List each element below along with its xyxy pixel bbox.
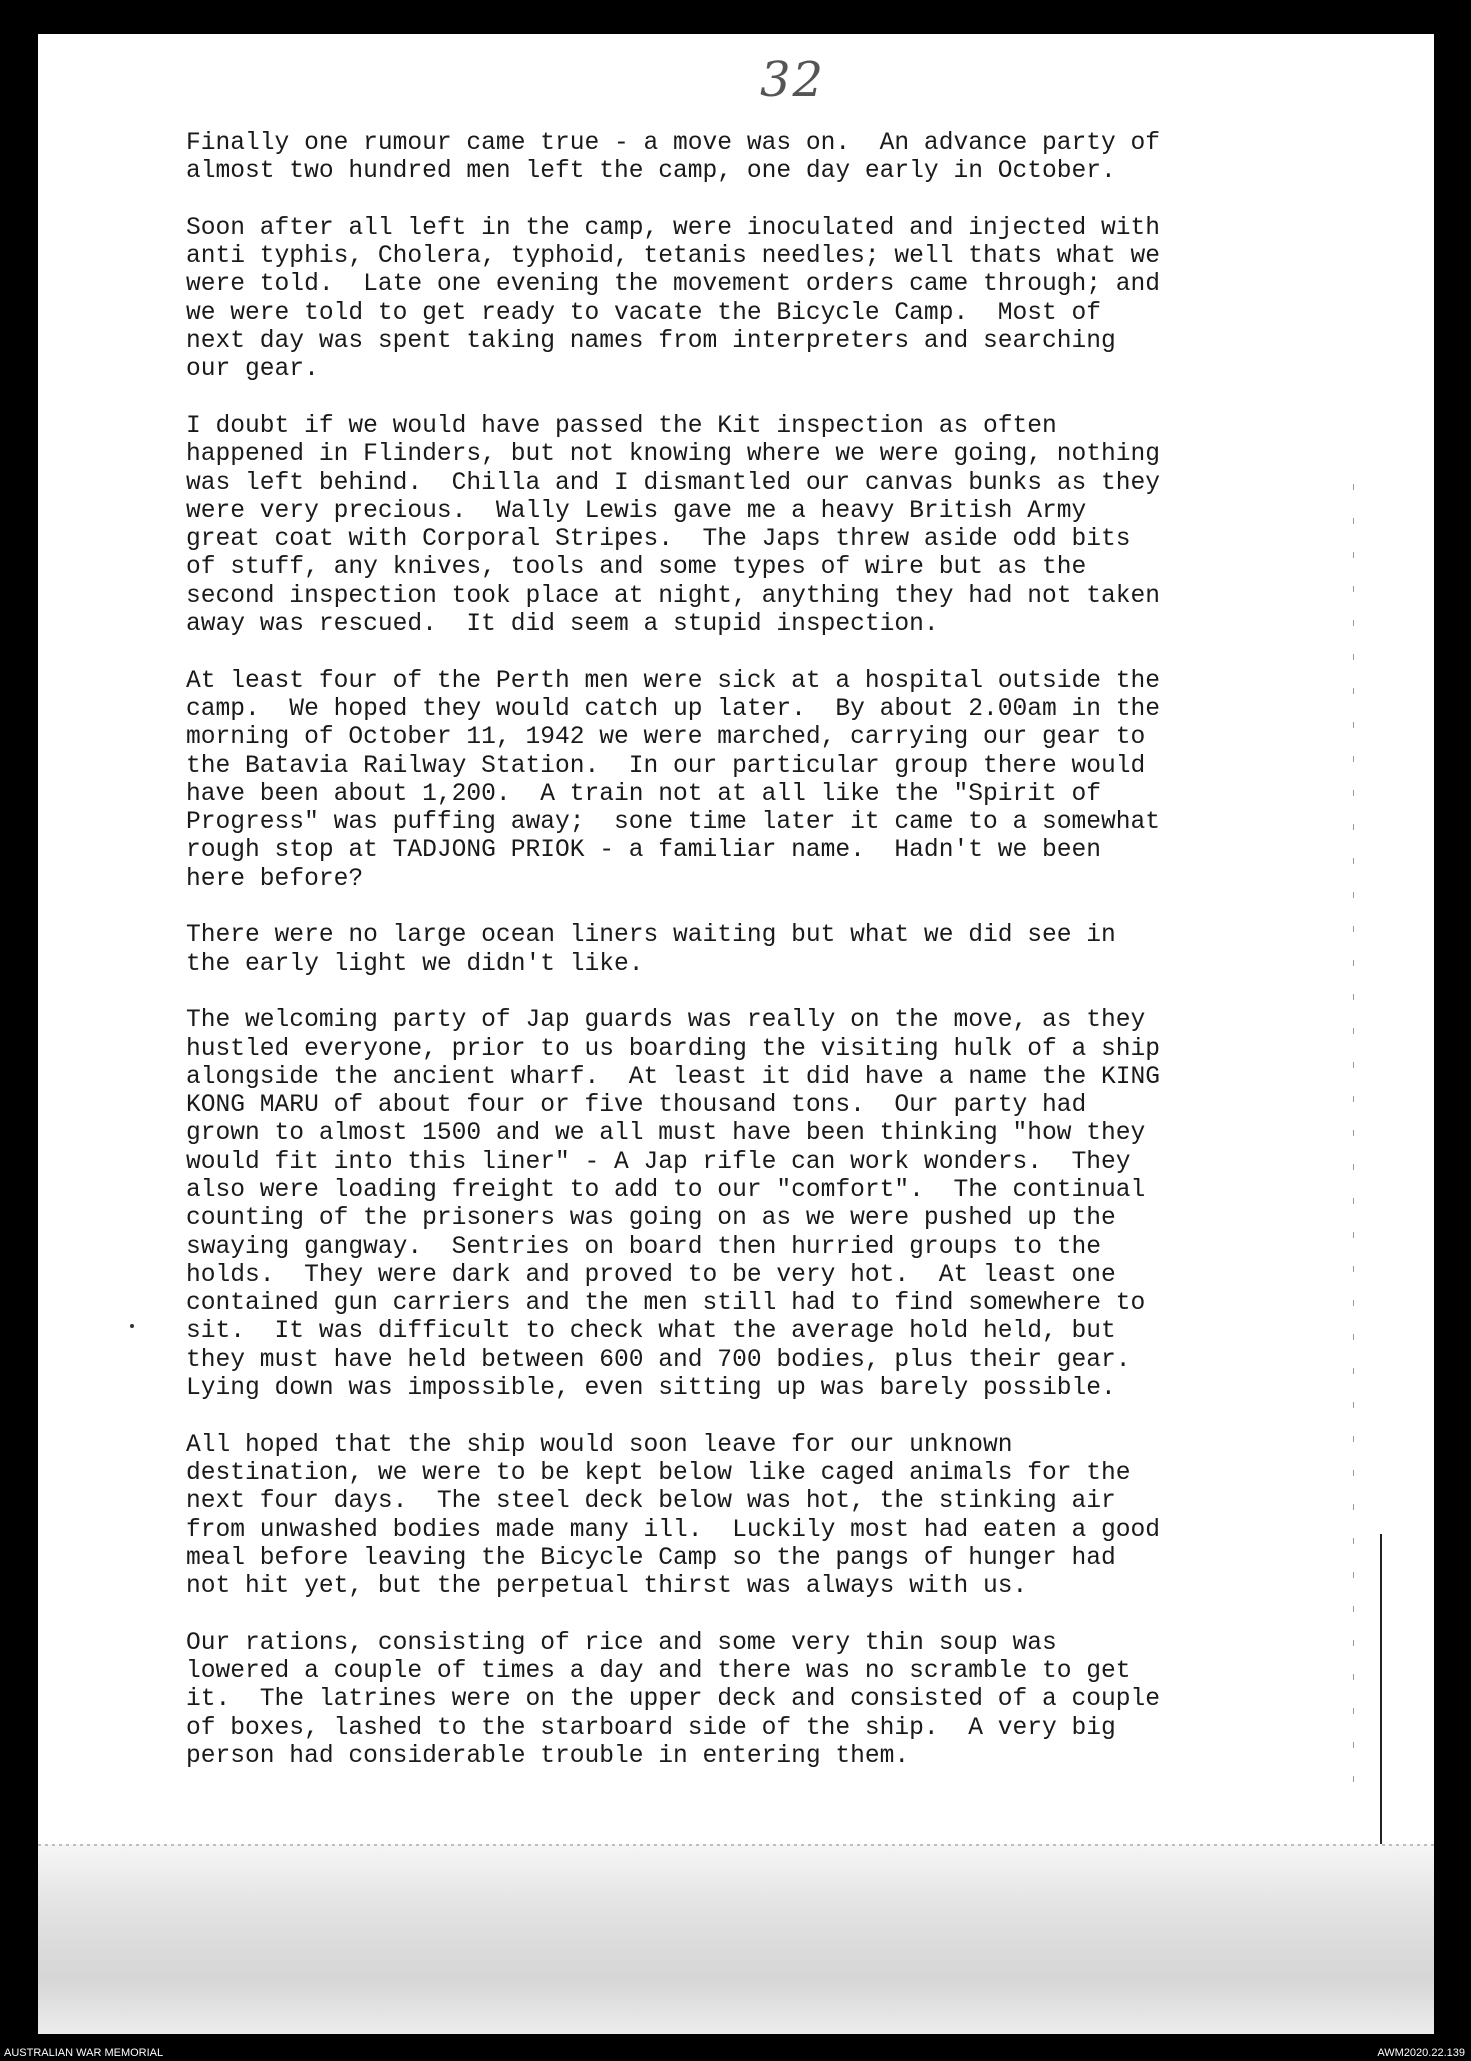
paragraph-king-kong-maru: The welcoming party of Jap guards was really on the move, as they hustled everyone, prior to us boarding the visiting hulk of a ship alongside the ancient wharf. At least it did have a name the KING KONG MARU of about four or five thousand tons. Our party had grown to almost 1500 and we all must have been thinking "how they would fit into this liner" - A Jap rifle can work wonders. They also were loading freight to add to our "comfort". The continual counting of the prisoners was going on as we were pushed up the swaying gangway. Sentries on board then hurried groups to the holds. They were dark and proved to be very hot. At least one contained gun carriers and the men still had to find somewhere to sit. It was difficult to check what the average hold held, but they must have held between 600 and 700 bodies, plus their gear. Lying down was impossible, even sitting up was barely possible. [186, 1007, 1161, 1403]
scan-speck [130, 1324, 134, 1328]
paragraph-early-light: There were no large ocean liners waiting but what we did see in the early light we didn't like. [186, 922, 1116, 978]
paragraph-kit-inspection: I doubt if we would have passed the Kit inspection as often happened in Flinders, but not knowing where we were going, nothing was left behind. Chilla and I dismantled our canvas bunks as they were very precious. Wally Lewis gave me a heavy British Army great coat with Corporal Stripes. The Japs threw aside odd bits of stuff, any knives, tools and some types of wire but as the second inspection took place at night, anything they had not taken away was rescued. It did seem a stupid inspection. [186, 412, 1161, 639]
paragraph-rations: Our rations, consisting of rice and some very thin soup was lowered a couple of times a day and there was no scramble to get it. The latrines were on the upper deck and consisted of a couple of boxes, lashed to the starboard side of the ship. A very big person had considerable trouble in entering them. [186, 1629, 1161, 1770]
paragraph-railway-station: At least four of the Perth men were sick at a hospital outside the camp. We hoped they would catch up later. By about 2.00am in the morning of October 11, 1942 we were marched, carrying our gear to the Batavia Railway Station. In our particular group there would have been about 1,200. A train not at all like the "Spirit of Progress" was puffing away; sone time later it came to a somewhat rough stop at TADJONG PRIOK - a familiar name. Hadn't we been here before? [186, 667, 1161, 893]
scan-edge-mark [1353, 484, 1354, 1784]
paragraph-rumour: Finally one rumour came true - a move was on. An advance party of almost two hundred men left the camp, one day early in October. [186, 130, 1161, 186]
archive-credit: AUSTRALIAN WAR MEMORIAL [4, 2047, 164, 2059]
handwritten-page-number: 32 [760, 52, 826, 108]
archive-reference: AWM2020.22.139 [1377, 2047, 1465, 2059]
paragraph-below-deck: All hoped that the ship would soon leave for our unknown destination, we were to be kept below like caged animals for the next four days. The steel deck below was hot, the stinking air from unwashed bodies made many ill. Luckily most had eaten a good meal before leaving the Bicycle Camp so the pangs of hunger had not hit yet, but the perpetual thirst was always with us. [186, 1431, 1161, 1601]
paragraph-inoculation: Soon after all left in the camp, were inoculated and injected with anti typhis, Cholera, typhoid, tetanis needles; well thats what we were told. Late one evening the movement orders came through; and we were told to get ready to vacate the Bicycle Camp. Most of next day was spent taking names from interpreters and searching our gear. [186, 214, 1161, 384]
scan-shadow [38, 1844, 1434, 2034]
typed-page [38, 34, 1434, 2034]
typed-body [186, 130, 1326, 1800]
